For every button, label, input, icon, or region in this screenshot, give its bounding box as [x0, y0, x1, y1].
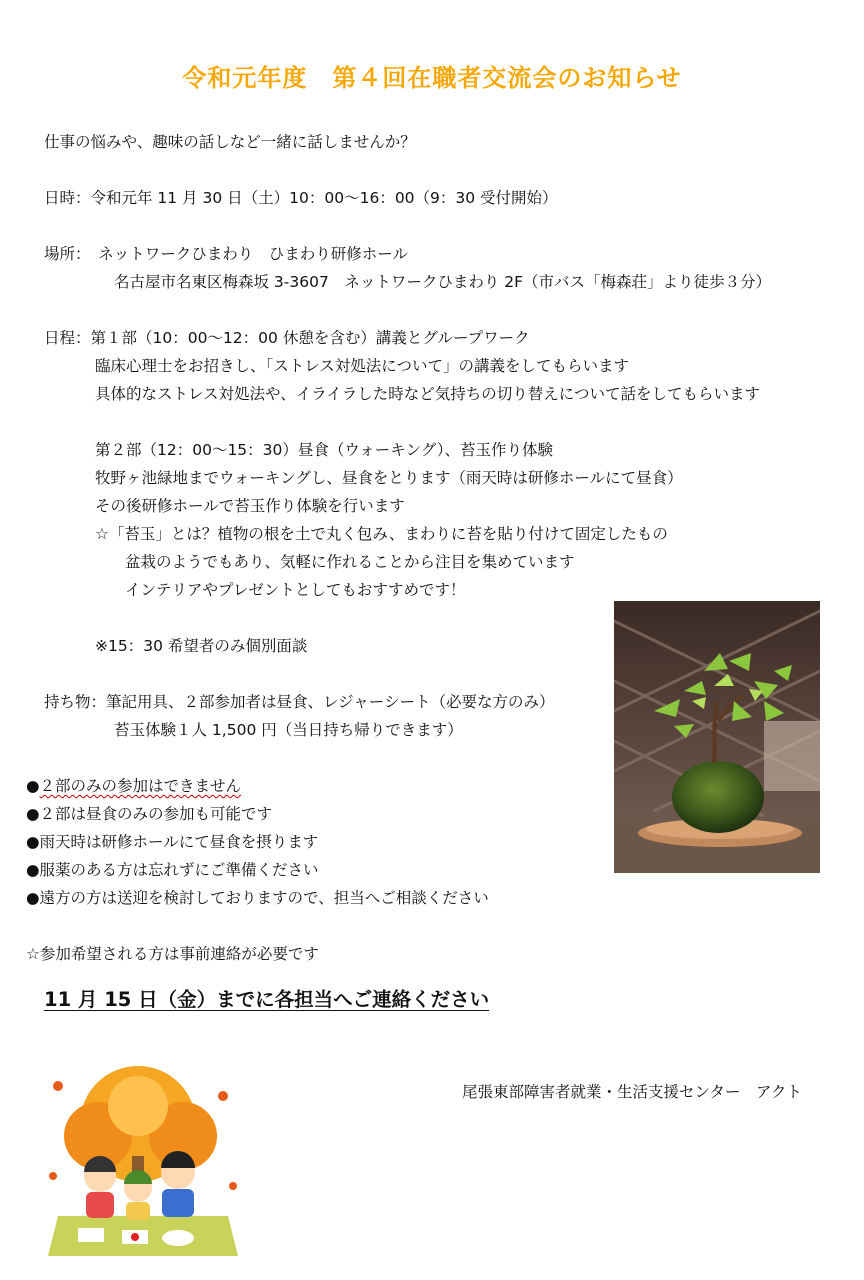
kokedama-line: インテリアやプレゼントとしてもおすすめです！	[125, 581, 466, 599]
list-item	[26, 804, 272, 824]
schedule-part1-line: 具体的なストレス対処法や、イライラした時など気持ちの切り替えについて話をしてもらいます	[95, 385, 760, 403]
belongings-line-1: 持ち物：筆記用具、２部参加者は昼食、レジャーシート（必要な方のみ）	[44, 693, 555, 711]
place-line-1: 場所： ネットワークひまわり ひまわり研修ホール	[44, 245, 408, 263]
kokedama-line: 盆栽のようでもあり、気軽に作れることから注目を集めています	[125, 553, 575, 571]
place-line-2: 名古屋市名東区梅森坂 3-3607 ネットワークひまわり 2F（市バス「梅森荘」より徒歩３分）	[114, 273, 772, 291]
bullet: ●	[26, 889, 40, 907]
schedule-part2-heading: 第２部（12：00～15：30）昼食（ウォーキング）、苔玉作り体験	[95, 441, 554, 459]
organization-name: 尾張東部障害者就業・生活支援センター アクト	[462, 1083, 802, 1101]
kokedama-definition: ☆「苔玉」とは？植物の根を土で丸く包み、まわりに苔を貼り付けて固定したもの	[95, 525, 668, 543]
schedule-part1-heading: 日程：第１部（10：00～12：00 休憩を含む）講義とグループワーク	[44, 329, 530, 347]
bullet: ●	[26, 777, 40, 795]
schedule-part2-line: その後研修ホールで苔玉作り体験を行います	[95, 497, 405, 515]
intro-text: 仕事の悩みや、趣味の話しなど一緒に話しませんか？	[44, 133, 416, 151]
note-text: ２部は昼食のみの参加も可能です	[39, 805, 273, 823]
note-text: 遠方の方は送迎を検討しておりますので、担当へご相談ください	[39, 889, 489, 907]
bullet: ●	[26, 805, 40, 823]
bullet: ●	[26, 833, 40, 851]
note-text: 雨天時は研修ホールにて昼食を摂ります	[39, 833, 319, 851]
list-item	[26, 832, 318, 852]
autumn-picnic-illustration	[38, 1066, 244, 1264]
schedule-part1-line: 臨床心理士をお招きし、「ストレス対処法について」の講義をしてもらいます	[95, 357, 629, 375]
note-text: 服薬のある方は忘れずにご準備ください	[39, 861, 319, 879]
page-title: 令和元年度 第４回在職者交流会のお知らせ	[182, 64, 682, 92]
list-item	[26, 860, 319, 880]
schedule-part2-line: 牧野ヶ池緑地までウォーキングし、昼食をとります（雨天時は研修ホールにて昼食）	[95, 469, 683, 487]
bullet: ●	[26, 861, 40, 879]
deadline-text: 11 月 15 日（金）までに各担当へご連絡ください	[44, 988, 490, 1011]
kokedama-photo	[614, 601, 820, 873]
belongings-line-2: 苔玉体験１人 1,500 円（当日持ち帰りできます）	[114, 721, 463, 739]
list-item	[26, 888, 489, 908]
note-text: ２部のみの参加はできません	[39, 777, 242, 795]
list-item	[26, 776, 241, 796]
contact-note: ☆参加希望される方は事前連絡が必要です	[26, 945, 319, 963]
datetime-text: 日時：令和元年 11 月 30 日（土）10：00～16：00（9：30 受付開始）	[44, 189, 558, 207]
interview-note: ※15：30 希望者のみ個別面談	[95, 637, 308, 655]
